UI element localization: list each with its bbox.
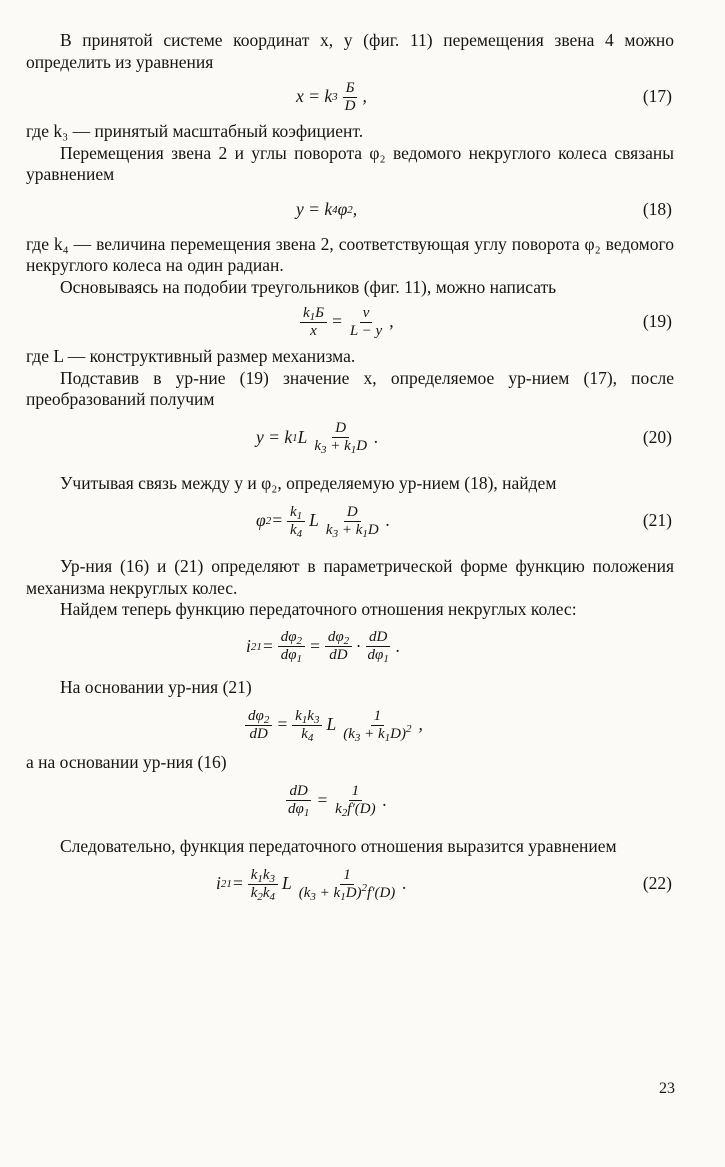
equation-derivative-21: $\frac{d\varphi_2}{dD}$ = $\frac{k_1k_3}{k_4}$ L $\frac{1}{(k_3 + k_1D)^2}$ , (26, 698, 674, 752)
equation-17: x = k 3 $\frac{Б}{D}$ , (17) (296, 79, 672, 114)
paragraph-9: Ур-ния (16) и (21) определяют в параметрической форме функцию положения механизма некруглых колес. (26, 556, 674, 598)
equation-22: i 21 = $\frac{k_1k_3}{k_2k_4}$ L $\frac{1}{(k_3 + k_1D)^2f'(D)}$ . (22) (216, 866, 672, 903)
paragraph-12: а на основании ур-ния (16) (26, 752, 227, 772)
equation-number-19: (19) (642, 311, 672, 332)
document-page (26, 30, 674, 911)
equation-derivative-16: $\frac{dD}{d\varphi_1}$ = $\frac{1}{k_2f'(D)}$ . (288, 783, 387, 819)
paragraph-7: Подставив в ур-ние (19) значение x, определяемое ур-нием (17), после преобразований получим (26, 367, 674, 409)
equation-number-20: (20) (642, 426, 672, 447)
paragraph-11: На основании ур-ния (21) (60, 676, 252, 697)
paragraph-8: Учитывая связь между y и φ₂, определяемую ур-нием (18), найдем (60, 472, 557, 493)
paragraph-4: где k₄ — величина перемещения звена 2, соответствующая углу поворота φ₂ ведомого некруглого колеса на один радиан. (26, 233, 674, 275)
equation-18: y = k 4 φ 2 , (18) (296, 198, 672, 219)
equation-number-18: (18) (642, 198, 672, 219)
equation-20: y = k 1 L $\frac{D}{k_3 + k_1D}$ . (20) (256, 420, 672, 456)
equation-number-21: (21) (642, 510, 672, 531)
equation-ratio: i 21 = $\frac{d\varphi_2}{d\varphi_1}$ = $\frac{d\varphi_2}{dD}$ · $\frac{dD}{d\varphi_1}$ . (246, 629, 401, 665)
paragraph-5: Основываясь на подобии треугольников (фиг. 11), можно написать (60, 276, 557, 297)
paragraph-1: В принятой системе координат x, y (фиг. 11) перемещения звена 4 можно определить из уравнения (26, 30, 674, 72)
paragraph-13: Следовательно, функция передаточного отношения выразится уравнением (60, 835, 617, 856)
paragraph-6: где L — конструктивный размер механизма. (26, 346, 356, 366)
page-number: 23 (659, 1080, 675, 1097)
paragraph-3: Перемещения звена 2 и углы поворота φ₂ ведомого некруглого колеса связаны уравнением (26, 142, 674, 184)
equation-19: $\frac{k_1Б}{x}$ = $\frac{v}{L - y}$ , (19) (26, 298, 674, 346)
equation-number-22: (22) (642, 873, 672, 894)
equation-number-17: (17) (642, 86, 672, 107)
paragraph-10: Найдем теперь функцию передаточного отношения некруглых колес: (60, 599, 577, 619)
paragraph-2: где k₃ — принятый масштабный коэфициент. (26, 121, 364, 141)
equation-21: φ 2 = $\frac{k_1}{k_4}$ L $\frac{D}{k_3 + k_1D}$ . (21) (256, 503, 672, 540)
